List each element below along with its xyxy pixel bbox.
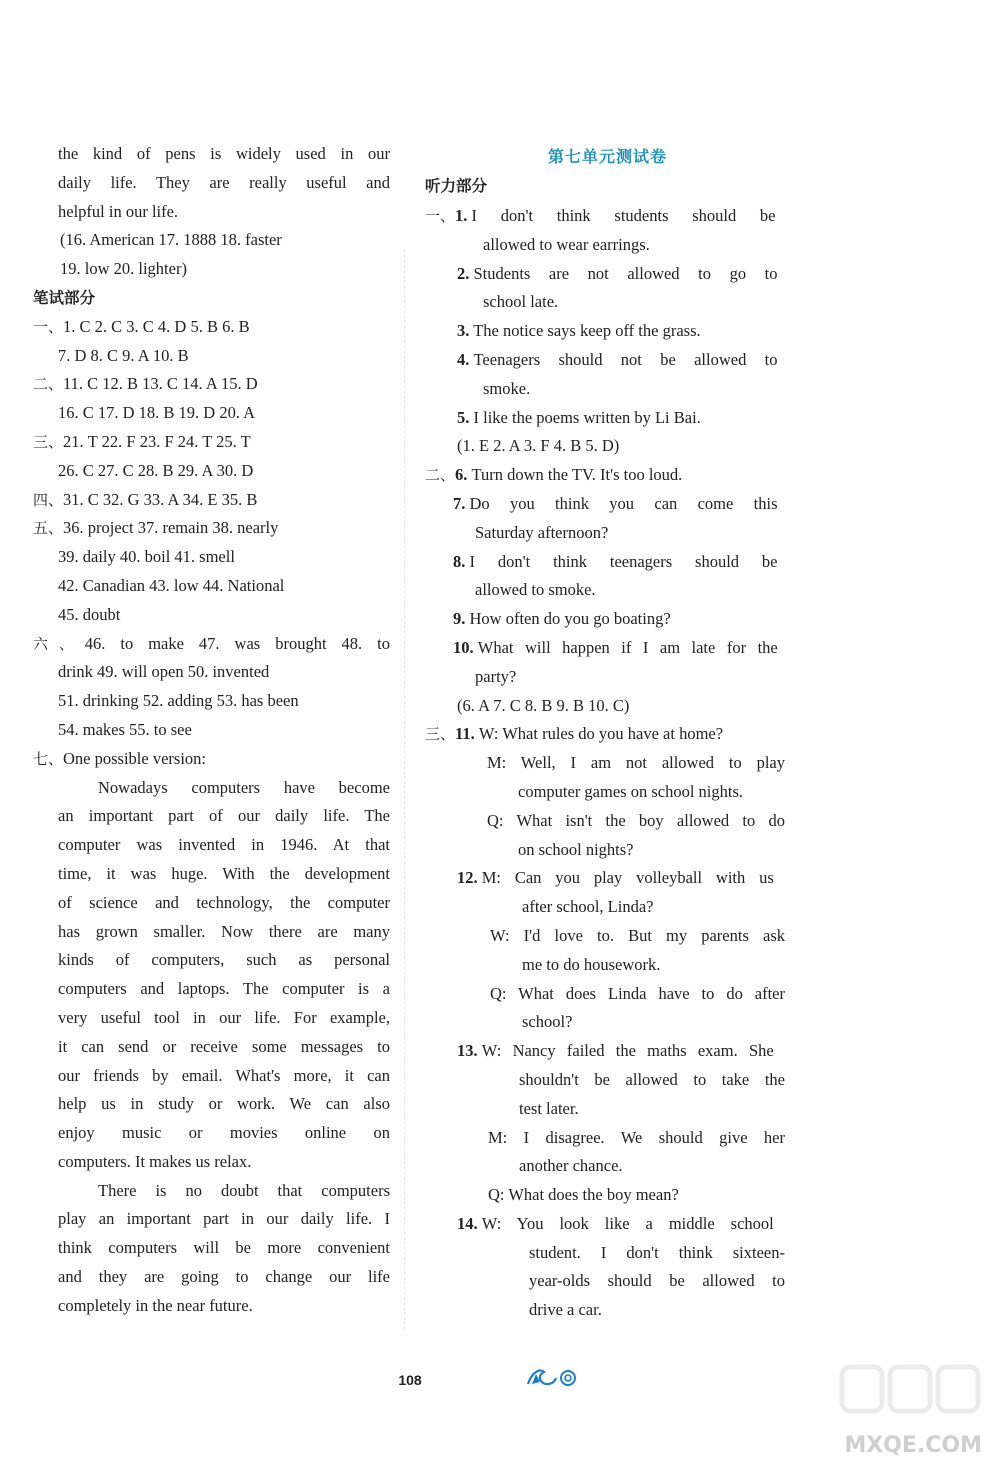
- dialog-line: Q: What isn't the boy allowed to do: [487, 810, 785, 830]
- dialog-line: M: Can you play volleyball with us: [481, 868, 774, 888]
- item-number: 12.: [457, 868, 478, 888]
- essay-line: has grown smaller. Now there are many: [58, 921, 390, 941]
- item-text: Students are not allowed to go to: [473, 263, 778, 283]
- sec1-label: 一、: [33, 317, 64, 336]
- item-number: 14.: [457, 1213, 478, 1233]
- page-number-text: 108: [398, 1372, 422, 1388]
- sec3-row2: 26. C 27. C 28. B 29. A 30. D: [58, 460, 254, 480]
- dialog-line: W: Nancy failed the maths exam. She: [481, 1041, 774, 1061]
- left-column: [33, 140, 390, 1321]
- item-text: party?: [475, 666, 517, 686]
- column-divider: [404, 250, 405, 1330]
- dialog-line: after school, Linda?: [522, 897, 654, 917]
- essay: [58, 774, 390, 1321]
- essay-line: Nowadays computers have become: [98, 777, 390, 797]
- essay-line: enjoy music or movies online on: [58, 1123, 390, 1143]
- item-text: Turn down the TV. It's too loud.: [471, 465, 683, 485]
- sec2-row2: 16. C 17. D 18. B 19. D 20. A: [58, 403, 256, 423]
- item-text: Teenagers should not be allowed to: [473, 349, 778, 369]
- item-text: Do you think you can come this: [469, 493, 778, 513]
- item-number: 2.: [457, 263, 470, 283]
- item-text: smoke.: [483, 378, 531, 398]
- right-column: [425, 140, 790, 1325]
- sec4-row1: 31. C 32. G 33. A 34. E 35. B: [63, 489, 258, 509]
- essay-line: computers and laptops. The computer is a: [58, 979, 390, 999]
- item-text: I don't think students should be: [471, 206, 776, 225]
- dialog-line: another chance.: [519, 1156, 623, 1176]
- essay-line: kinds of computers, such as personal: [58, 950, 390, 970]
- intro-line-1: the kind of pens is widely used in our: [58, 144, 390, 163]
- essay-line: There is no doubt that computers: [98, 1180, 390, 1200]
- dialog-line: year-olds should be allowed to: [529, 1271, 785, 1291]
- dialog-line: computer games on school nights.: [518, 781, 744, 801]
- sec6-label: 六、: [33, 634, 85, 653]
- listening-answers-a: (16. American 17. 1888 18. faster: [60, 230, 282, 250]
- essay-line: computer was invented in 1946. At that: [58, 835, 390, 855]
- sec5-row2: 39. daily 40. boil 41. smell: [58, 547, 235, 567]
- item-text: The notice says keep off the grass.: [473, 321, 701, 341]
- dialog-line: on school nights?: [518, 839, 634, 859]
- intro-line-3: helpful in our life.: [58, 201, 179, 221]
- item-text: What will happen if I am late for the: [477, 637, 778, 657]
- item-text: How often do you go boating?: [469, 609, 671, 629]
- sec5-row3: 42. Canadian 43. low 44. National: [58, 575, 285, 595]
- partB-label: 二、: [425, 466, 456, 485]
- essay-line: time, it was huge. With the development: [58, 863, 390, 883]
- sec3-label: 三、: [33, 432, 64, 451]
- item-number: 7.: [453, 493, 466, 513]
- dialog-line: M: Well, I am not allowed to play: [487, 753, 785, 773]
- item-text: school late.: [483, 292, 559, 312]
- item-number: 8.: [453, 551, 466, 571]
- partA-answers: (1. E 2. A 3. F 4. B 5. D): [457, 436, 620, 456]
- sec5-label: 五、: [33, 519, 64, 538]
- sec6-row1: 46. to make 47. was brought 48. to: [84, 633, 390, 653]
- listening-answers-b: 19. low 20. lighter): [60, 259, 187, 279]
- dialog-line: W: You look like a middle school: [481, 1213, 774, 1233]
- dialog-line: school?: [522, 1012, 573, 1032]
- item-number: 4.: [457, 349, 470, 369]
- sec1-row1: 1. C 2. C 3. C 4. D 5. B 6. B: [63, 316, 250, 336]
- listening-heading: 听力部分: [425, 177, 488, 195]
- written-heading: 笔试部分: [33, 288, 96, 307]
- dialog-line: Q: What does the boy mean?: [488, 1185, 679, 1205]
- partC-label: 三、: [425, 725, 456, 744]
- dialog-line: Q: What does Linda have to do after: [490, 983, 785, 1003]
- sec2-row1: 11. C 12. B 13. C 14. A 15. D: [63, 374, 258, 394]
- dialog-line: test later.: [519, 1098, 579, 1118]
- intro-line-2: daily life. They are really useful and: [58, 172, 390, 192]
- sec1-row2: 7. D 8. C 9. A 10. B: [58, 345, 189, 365]
- swirl-ornament-icon: [520, 1364, 595, 1388]
- item-text: I like the poems written by Li Bai.: [473, 407, 701, 427]
- dialog-line: W: I'd love to. But my parents ask: [490, 925, 785, 945]
- essay-line: of science and technology, the computer: [58, 892, 390, 912]
- sec5-row4: 45. doubt: [58, 604, 121, 624]
- dialog-line: drive a car.: [529, 1300, 602, 1320]
- item-text: allowed to smoke.: [475, 580, 596, 600]
- dialog-line: student. I don't think sixteen-: [529, 1242, 785, 1262]
- dialog-line: shouldn't be allowed to take the: [519, 1069, 785, 1089]
- sec6-row2: drink 49. will open 50. invented: [58, 662, 270, 682]
- sec4-label: 四、: [33, 490, 64, 509]
- item-number: 5.: [457, 407, 470, 427]
- partB-answers: (6. A 7. C 8. B 9. B 10. C): [457, 695, 630, 715]
- item-number: 3.: [457, 321, 470, 341]
- item-text: Saturday afternoon?: [475, 522, 609, 542]
- sec6-row4: 54. makes 55. to see: [58, 719, 192, 739]
- sec2-label: 二、: [33, 375, 64, 394]
- dialog-line: W: What rules do you have at home?: [478, 724, 724, 744]
- item-number: 6.: [455, 465, 468, 485]
- item-text: I don't think teenagers should be: [469, 551, 778, 571]
- essay-line: it can send or receive some messages to: [58, 1036, 390, 1056]
- dialog-line: me to do housework.: [522, 954, 661, 974]
- item-number: 13.: [457, 1041, 478, 1061]
- essay-line: an important part of our daily life. The: [58, 806, 390, 826]
- item-text: allowed to wear earrings.: [483, 234, 650, 254]
- essay-line: think computers will be more convenient: [58, 1238, 390, 1258]
- item-number: 10.: [453, 637, 474, 657]
- essay-line: completely in the near future.: [58, 1295, 253, 1315]
- item-number: 11.: [455, 724, 475, 744]
- essay-line: help us in study or work. We can also: [58, 1094, 390, 1114]
- essay-line: and they are going to change our life: [58, 1267, 390, 1287]
- item-number: 1.: [455, 206, 468, 225]
- watermark-text: MXQE.COM: [844, 1433, 982, 1458]
- unit-test-title: 第七单元测试卷: [547, 147, 667, 166]
- sec6-row3: 51. drinking 52. adding 53. has been: [58, 691, 299, 711]
- essay-line: our friends by email. What's more, it can: [58, 1065, 390, 1085]
- essay-line: play an important part in our daily life. I: [58, 1209, 390, 1229]
- item-number: 9.: [453, 609, 466, 629]
- sec7-intro: One possible version:: [63, 748, 206, 768]
- partA-label: 一、: [425, 207, 456, 225]
- essay-line: very useful tool in our life. For example,: [58, 1007, 390, 1027]
- sec3-row1: 21. T 22. F 23. F 24. T 25. T: [63, 431, 251, 451]
- sec5-row1: 36. project 37. remain 38. nearly: [63, 518, 279, 538]
- dialog-line: M: I disagree. We should give her: [488, 1127, 785, 1147]
- sec7-label: 七、: [33, 749, 64, 768]
- essay-line: computers. It makes us relax.: [58, 1151, 252, 1171]
